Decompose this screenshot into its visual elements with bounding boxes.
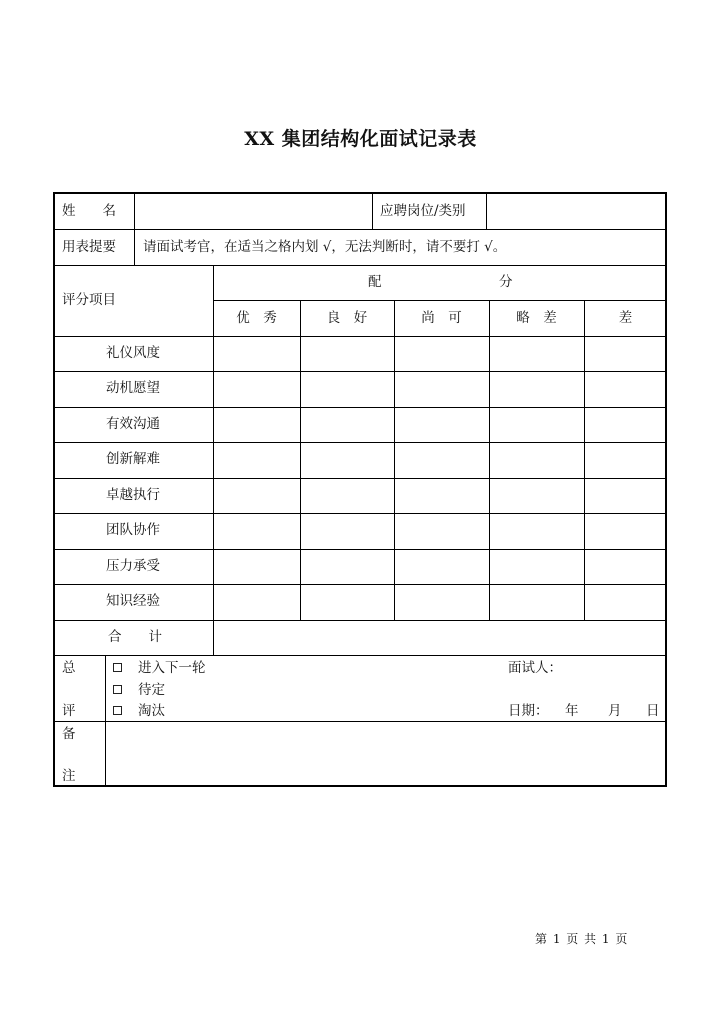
name-field[interactable]: [135, 193, 371, 228]
row-divider: [53, 478, 667, 479]
date-label: 日期：: [508, 703, 549, 719]
summary-label-top: 总: [62, 660, 76, 676]
total-field[interactable]: [214, 621, 665, 654]
option-label: 淘汰: [138, 703, 165, 719]
row-divider: [53, 407, 667, 408]
row-divider: [53, 513, 667, 514]
row-divider: [53, 584, 667, 585]
checkbox-icon[interactable]: [113, 706, 122, 715]
col-divider: [394, 300, 395, 620]
day-label: 日: [646, 703, 660, 719]
checkbox-icon[interactable]: [113, 685, 122, 694]
row-divider: [53, 265, 667, 266]
option-label: 进入下一轮: [138, 660, 206, 676]
col-divider: [300, 300, 301, 620]
month-label: 月: [608, 703, 622, 719]
item-label: 有效沟通: [106, 416, 160, 432]
summary-label-bottom: 评: [62, 703, 76, 719]
checkbox-icon[interactable]: [113, 663, 122, 672]
col-divider: [584, 300, 585, 620]
page-indicator: 第 1 页 共 1 页: [535, 932, 629, 946]
option-next-round[interactable]: [113, 662, 206, 676]
item-label: 礼仪风度: [106, 345, 160, 361]
score-header-right: 分: [499, 274, 513, 290]
item-label: 动机愿望: [106, 380, 160, 396]
total-label: 合 计: [108, 629, 162, 645]
interviewer-label: 面试人：: [508, 660, 562, 676]
row-divider: [53, 655, 667, 656]
row-divider: [53, 442, 667, 443]
option-pending[interactable]: [113, 684, 165, 698]
row-divider: [53, 549, 667, 550]
level-slightly-poor: 略 差: [516, 310, 557, 326]
row-divider: [53, 371, 667, 372]
row-divider: [213, 300, 667, 301]
row-divider: [53, 229, 667, 230]
remarks-field[interactable]: [106, 722, 665, 785]
remarks-label-bottom: 注: [62, 768, 76, 784]
item-label: 卓越执行: [106, 487, 160, 503]
name-label: 姓 名: [62, 203, 116, 219]
level-excellent: 优 秀: [236, 310, 277, 326]
page-title: XX 集团结构化面试记录表: [244, 128, 477, 150]
item-label: 压力承受: [106, 558, 160, 574]
row-divider: [53, 336, 667, 337]
level-good: 良 好: [326, 310, 368, 326]
item-label: 知识经验: [106, 593, 160, 609]
level-poor: 差: [618, 310, 633, 326]
item-label: 团队协作: [106, 522, 160, 538]
option-eliminated[interactable]: [113, 705, 165, 719]
col-divider: [372, 192, 373, 229]
remarks-label-top: 备: [62, 726, 76, 742]
year-label: 年: [565, 703, 579, 719]
item-label: 创新解难: [106, 451, 160, 467]
position-label: 应聘岗位/类别: [380, 203, 466, 219]
scoring-items-header: 评分项目: [62, 292, 116, 308]
position-field[interactable]: [487, 193, 665, 228]
instructions-text: 请面试考官，在适当之格内划 √，无法判断时，请不要打 √。: [143, 239, 507, 255]
option-label: 待定: [138, 682, 165, 698]
level-fair: 尚 可: [421, 310, 462, 326]
instructions-label: 用表提要: [62, 239, 116, 255]
col-divider: [489, 300, 490, 620]
score-header-left: 配: [368, 274, 382, 290]
